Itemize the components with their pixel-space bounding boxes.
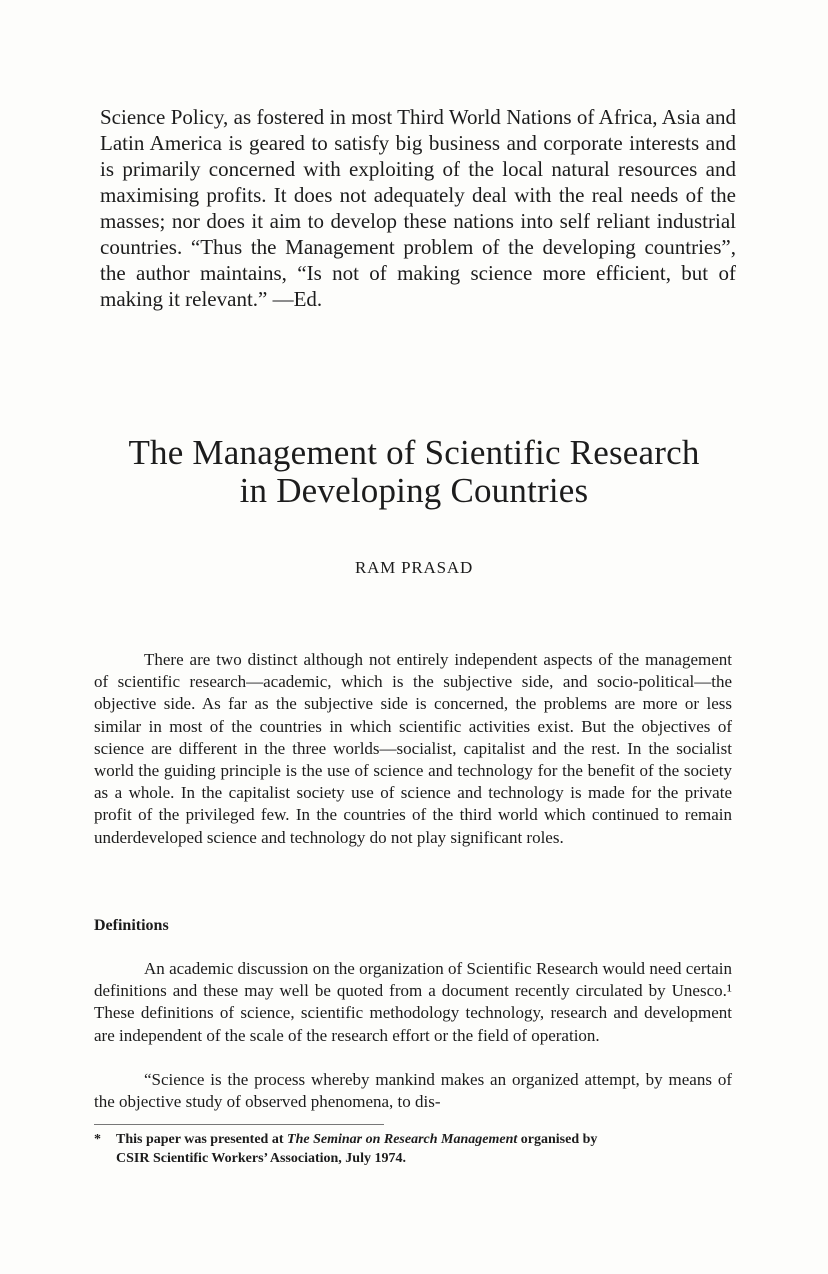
footnote-tail: organised by <box>517 1132 598 1147</box>
section-heading-definitions: Definitions <box>94 917 169 934</box>
article-title-line-2: in Developing Countries <box>239 471 589 510</box>
article-title-line-1: The Management of Scientific Research <box>128 433 700 472</box>
author-name: RAM PRASAD <box>354 558 474 577</box>
footnote-line-2: CSIR Scientific Workers’ Association, July 1974. <box>116 1151 406 1166</box>
footnote-divider <box>94 1124 384 1125</box>
footnote <box>94 1130 734 1168</box>
article-title <box>60 434 768 510</box>
science-quote-paragraph: “Science is the process whereby mankind makes an organized attempt, by means of the objective study of observed phenomena, to dis- <box>94 1070 732 1112</box>
footnote-venue: The Seminar on Research Management <box>287 1132 518 1147</box>
intro-paragraph: There are two distinct although not entirely independent aspects of the management of scientific research—academic, which is the subjective side, and socio-political—the objective side. As far as the subjective side is concerned, the problems are more or less similar in most of the countries in which scientific activities exist. But the objectives of science are different in the three worlds—socialist, capitalist and the rest. In the socialist world the guiding principle is the use of science and technology for the benefit of the society as a whole. In the capitalist society use of science and technology is made for the private profit of the privileged few. In the countries of the third world which continued to remain underdeveloped science and technology do not play significant roles. <box>94 650 732 847</box>
footnote-lead: This paper was presented at <box>116 1132 288 1147</box>
definitions-paragraph: An academic discussion on the organization of Scientific Research would need certain definitions and these may well be quoted from a document recently circulated by Unesco.¹ These definitions of science, scientific methodology technology, research and development are independent of the scale of the research effort or the field of operation. <box>94 959 732 1045</box>
editor-note: Science Policy, as fostered in most Third World Nations of Africa, Asia and Latin America is geared to satisfy big business and corporate interests and is primarily concerned with exploiting of the local natural resources and maximising profits. It does not adequately deal with the real needs of the masses; nor does it aim to develop these nations into self reliant industrial countries. “Thus the Management problem of the developing countries”, the author maintains, “Is not of making science more efficient, but of making it relevant.” —Ed. <box>100 105 736 311</box>
footnote-marker: * <box>94 1132 101 1147</box>
